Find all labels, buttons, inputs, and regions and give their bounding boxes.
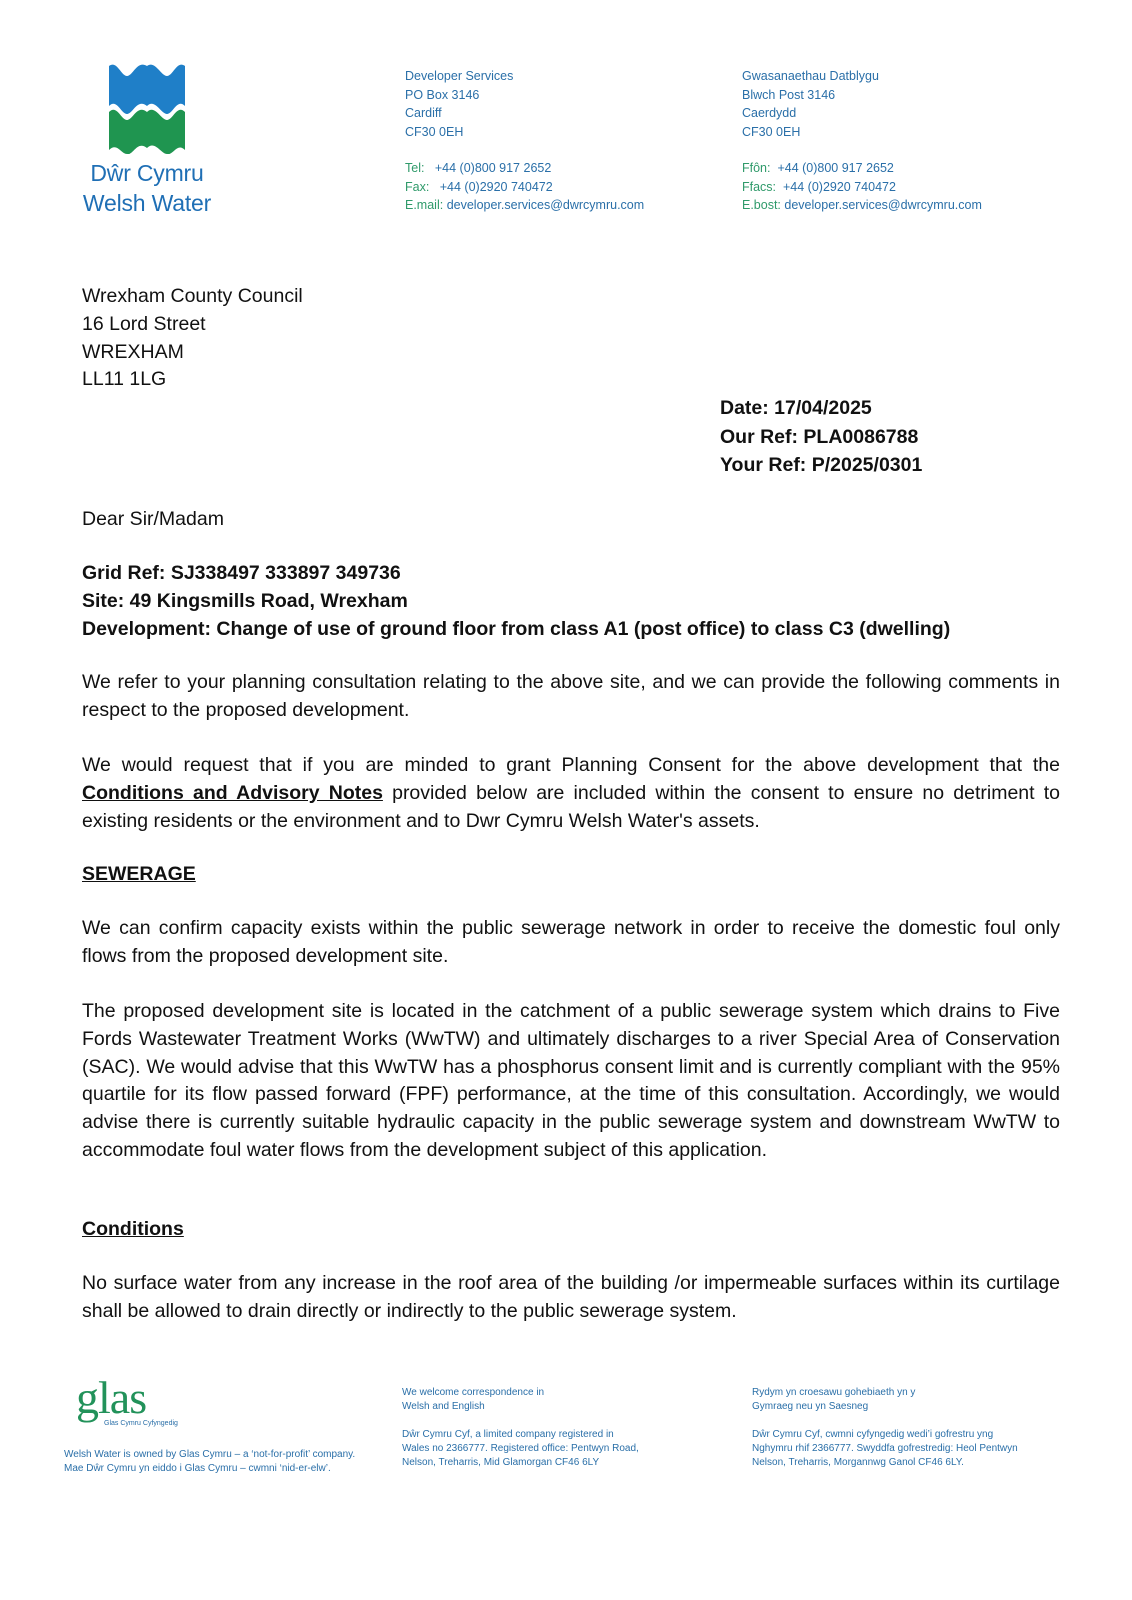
salutation: Dear Sir/Madam bbox=[82, 508, 224, 530]
registration-line: Dŵr Cymru Cyf, a limited company registered in bbox=[402, 1429, 614, 1440]
conditions-advisory-notes-emphasis: Conditions and Advisory Notes bbox=[82, 781, 383, 804]
logo-text bbox=[72, 158, 222, 218]
fax-line bbox=[742, 178, 982, 197]
registration-line: Nghymru rhif 2366777. Swyddfa gofrestredig: Heol Pentwyn bbox=[752, 1443, 1018, 1454]
tel-label: Ffôn: bbox=[742, 161, 771, 175]
reference-block bbox=[720, 394, 922, 480]
tel-line bbox=[742, 159, 982, 178]
postcode: CF30 0EH bbox=[405, 124, 464, 139]
grid-ref: Grid Ref: SJ338497 333897 349736 bbox=[82, 562, 401, 584]
registration-line: Nelson, Treharris, Morgannwg Ganol CF46 6LY. bbox=[752, 1457, 964, 1468]
registration-line: Dŵr Cymru Cyf, cwmni cyfyngedig wedi’i gofrestru yng bbox=[752, 1429, 994, 1440]
welsh-water-wave-icon bbox=[107, 62, 187, 154]
paragraph-condition-surface-water: No surface water from any increase in the roof area of the building /or impermeable surfaces within its curtilage shall be allowed to drain directly or indirectly to the public sewerage system. bbox=[82, 1272, 1060, 1322]
paragraph-text: provided below are included within the consent to ensure no detriment to existing residents or the environment and to Dwr Cymru Welsh Water's assets. bbox=[82, 781, 1060, 832]
footer-english bbox=[402, 1386, 639, 1470]
recipient-name: Wrexham County Council bbox=[82, 285, 303, 307]
your-ref: Your Ref: P/2025/0301 bbox=[720, 454, 923, 476]
email-line bbox=[405, 196, 644, 215]
paragraph-text: We would request that if you are minded to grant Planning Consent for the above development that the bbox=[82, 754, 1060, 776]
dept-name: Gwasanaethau Datblygu bbox=[742, 69, 879, 83]
city: Cardiff bbox=[405, 106, 442, 120]
tel-value: +44 (0)800 917 2652 bbox=[434, 161, 552, 175]
contact-english bbox=[405, 67, 644, 215]
fax-value: +44 (0)2920 740472 bbox=[783, 179, 896, 194]
registration-line: Nelson, Treharris, Mid Glamorgan CF46 6LY bbox=[402, 1457, 600, 1468]
heading-sewerage: SEWERAGE bbox=[82, 863, 196, 885]
email-link[interactable]: developer.services@dwrcymru.com bbox=[446, 198, 645, 212]
email-label: E.bost: bbox=[742, 198, 781, 212]
city: Caerdydd bbox=[742, 106, 797, 120]
postcode: CF30 0EH bbox=[742, 124, 801, 139]
letter-date: Date: 17/04/2025 bbox=[720, 397, 872, 419]
welsh-water-logo bbox=[72, 62, 222, 218]
registration-line: Wales no 2366777. Registered office: Pentwyn Road, bbox=[402, 1443, 639, 1454]
site-address: Site: 49 Kingsmills Road, Wrexham bbox=[82, 589, 408, 612]
tel-label: Tel: bbox=[405, 161, 425, 175]
email-label: E.mail: bbox=[405, 198, 444, 212]
glas-subtitle: Glas Cymru Cyfyngedig bbox=[104, 1420, 178, 1427]
welcome-line: Gymraeg neu yn Saesneg bbox=[752, 1401, 869, 1412]
logo-line-welsh: Dŵr Cymru bbox=[90, 160, 204, 186]
contact-welsh bbox=[742, 67, 982, 215]
paragraph-capacity: We can confirm capacity exists within the public sewerage network in order to receive the domestic foul only flows from the proposed development site. bbox=[82, 917, 1060, 967]
fax-line bbox=[405, 178, 644, 197]
glas-cymru-logo bbox=[76, 1372, 178, 1427]
logo-line-english: Welsh Water bbox=[82, 190, 212, 216]
recipient-street: 16 Lord Street bbox=[82, 312, 206, 335]
recipient-address bbox=[82, 283, 303, 394]
tel-line bbox=[405, 159, 644, 178]
paragraph-intro: We refer to your planning consultation relating to the above site, and we can provide the following comments in respect to the proposed development. bbox=[82, 671, 1060, 721]
welcome-line: We welcome correspondence in bbox=[402, 1387, 545, 1398]
development-description: Development: Change of use of ground floor from class A1 (post office) to class C3 (dwelling) bbox=[82, 617, 951, 640]
fax-label: Fax: bbox=[405, 179, 430, 194]
ownership-welsh: Mae Dŵr Cymru yn eiddo i Glas Cymru – cwmni ‘nid-er-elw’. bbox=[64, 1463, 331, 1474]
paragraph-catchment: The proposed development site is located in the catchment of a public sewerage system which drains to Five Fords Wastewater Treatment Works (WwTW) and ultimately discharges to a river Special Area of Conservation (SAC). We would advise that this WwTW has a phosphorus consent limit and is currently compliant with the 95% quartile for its flow passed forward (FPF) performance, at the time of this consultation. Accordingly, we would advise there is currently suitable hydraulic capacity in the public sewerage system and downstream WwTW to accommodate foul water flows from the development subject of this application. bbox=[82, 1000, 1060, 1161]
heading-conditions: Conditions bbox=[82, 1218, 184, 1240]
po-box: PO Box 3146 bbox=[405, 87, 480, 102]
paragraph-request bbox=[82, 752, 1060, 835]
ownership-english: Welsh Water is owned by Glas Cymru – a ‘not-for-profit’ company. bbox=[64, 1449, 356, 1460]
footer-welsh bbox=[752, 1386, 1018, 1470]
footer-ownership bbox=[64, 1448, 355, 1476]
email-link[interactable]: developer.services@dwrcymru.com bbox=[784, 198, 982, 212]
po-box: Blwch Post 3146 bbox=[742, 87, 836, 102]
our-ref: Our Ref: PLA0086788 bbox=[720, 425, 919, 448]
tel-value: +44 (0)800 917 2652 bbox=[777, 161, 894, 175]
dept-name: Developer Services bbox=[405, 69, 514, 83]
welcome-line: Rydym yn croesawu gohebiaeth yn y bbox=[752, 1387, 916, 1398]
fax-label: Ffacs: bbox=[742, 179, 777, 194]
recipient-postcode: LL11 1LG bbox=[82, 368, 167, 391]
email-line bbox=[742, 196, 982, 215]
subject-block bbox=[82, 560, 1060, 643]
recipient-town: WREXHAM bbox=[82, 340, 184, 363]
welcome-line: Welsh and English bbox=[402, 1401, 485, 1412]
fax-value: +44 (0)2920 740472 bbox=[439, 179, 553, 194]
glas-wordmark: glas bbox=[76, 1372, 147, 1423]
